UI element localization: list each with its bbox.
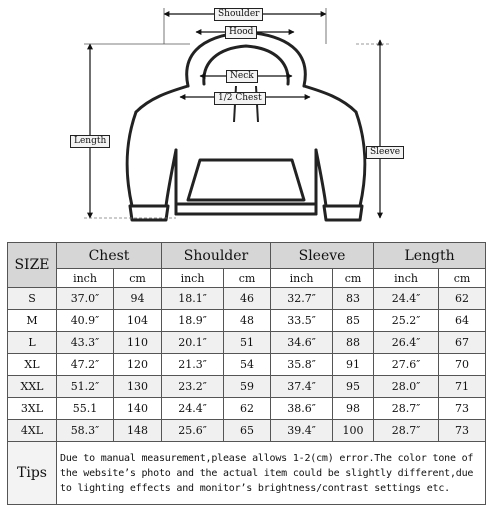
measurement-cell: 25.6″ — [162, 420, 224, 442]
measurement-cell: 51 — [224, 332, 271, 354]
shoulder-header: Shoulder — [162, 243, 271, 269]
size-cell: S — [8, 288, 57, 310]
measurement-cell: 46 — [224, 288, 271, 310]
measurement-cell: 120 — [114, 354, 162, 376]
measurement-cell: 28.0″ — [374, 376, 439, 398]
measurement-cell: 100 — [333, 420, 374, 442]
table-row — [8, 310, 486, 332]
measurement-cell: 83 — [333, 288, 374, 310]
measurement-cell: 18.9″ — [162, 310, 224, 332]
measurement-cell: 25.2″ — [374, 310, 439, 332]
measurement-cell: 140 — [114, 398, 162, 420]
hood-label: Hood — [225, 26, 257, 39]
measurement-cell: 27.6″ — [374, 354, 439, 376]
measurement-cell: 95 — [333, 376, 374, 398]
tips-text: Due to manual measurement,please allows 1-2(cm) error.The color tone of the website’s photo and the actual item could be slightly different,due to lighting effects and monitor’s brightness/contrast settings etc. — [57, 442, 486, 505]
measurement-cell: 130 — [114, 376, 162, 398]
unit-header: inch — [271, 269, 333, 288]
unit-header: inch — [374, 269, 439, 288]
measurement-cell: 26.4″ — [374, 332, 439, 354]
measurement-cell: 47.2″ — [57, 354, 114, 376]
shoulder-label: Shoulder — [214, 8, 263, 21]
measurement-cell: 20.1″ — [162, 332, 224, 354]
length-label: Length — [70, 135, 110, 148]
measurement-cell: 39.4″ — [271, 420, 333, 442]
measurement-cell: 85 — [333, 310, 374, 332]
tips-label: Tips — [8, 442, 57, 505]
measurement-cell: 35.8″ — [271, 354, 333, 376]
measurement-cell: 58.3″ — [57, 420, 114, 442]
measurement-cell: 71 — [439, 376, 486, 398]
table-row — [8, 354, 486, 376]
measurement-cell: 148 — [114, 420, 162, 442]
length-header: Length — [374, 243, 486, 269]
tips-row — [8, 442, 486, 505]
measurement-cell: 98 — [333, 398, 374, 420]
measurement-cell: 43.3″ — [57, 332, 114, 354]
chest-header: Chest — [57, 243, 162, 269]
unit-header: cm — [439, 269, 486, 288]
table-row — [8, 332, 486, 354]
group-header-row — [8, 243, 486, 269]
measurement-cell: 110 — [114, 332, 162, 354]
measurement-cell: 59 — [224, 376, 271, 398]
size-column-header: SIZE — [8, 243, 57, 288]
measurement-cell: 54 — [224, 354, 271, 376]
neck-label: Neck — [226, 70, 258, 83]
measurement-cell: 55.1 — [57, 398, 114, 420]
unit-header: inch — [162, 269, 224, 288]
measurement-cell: 73 — [439, 398, 486, 420]
measurement-cell: 94 — [114, 288, 162, 310]
measurement-cell: 64 — [439, 310, 486, 332]
table-row — [8, 420, 486, 442]
size-cell: 4XL — [8, 420, 57, 442]
size-cell: L — [8, 332, 57, 354]
measurement-cell: 34.6″ — [271, 332, 333, 354]
half-chest-label: 1/2 Chest — [214, 92, 266, 105]
measurement-cell: 62 — [439, 288, 486, 310]
measurement-cell: 91 — [333, 354, 374, 376]
measurement-cell: 28.7″ — [374, 398, 439, 420]
measurement-cell: 21.3″ — [162, 354, 224, 376]
measurement-cell: 73 — [439, 420, 486, 442]
measurement-cell: 51.2″ — [57, 376, 114, 398]
table-row — [8, 398, 486, 420]
measurement-cell: 24.4″ — [374, 288, 439, 310]
size-cell: XXL — [8, 376, 57, 398]
unit-header-row — [8, 269, 486, 288]
measurement-cell: 48 — [224, 310, 271, 332]
measurement-cell: 37.0″ — [57, 288, 114, 310]
unit-header: cm — [333, 269, 374, 288]
size-cell: 3XL — [8, 398, 57, 420]
measurement-cell: 62 — [224, 398, 271, 420]
measurement-cell: 33.5″ — [271, 310, 333, 332]
measurement-cell: 38.6″ — [271, 398, 333, 420]
table-row — [8, 288, 486, 310]
hoodie-measurement-diagram — [0, 0, 492, 232]
measurement-cell: 65 — [224, 420, 271, 442]
measurement-cell: 24.4″ — [162, 398, 224, 420]
measurement-cell: 37.4″ — [271, 376, 333, 398]
measurement-cell: 40.9″ — [57, 310, 114, 332]
measurement-cell: 67 — [439, 332, 486, 354]
table-row — [8, 376, 486, 398]
measurement-cell: 32.7″ — [271, 288, 333, 310]
sleeve-label: Sleeve — [366, 146, 404, 159]
size-cell: M — [8, 310, 57, 332]
sleeve-header: Sleeve — [271, 243, 374, 269]
measurement-cell: 104 — [114, 310, 162, 332]
measurement-cell: 70 — [439, 354, 486, 376]
measurement-cell: 28.7″ — [374, 420, 439, 442]
unit-header: cm — [224, 269, 271, 288]
unit-header: cm — [114, 269, 162, 288]
measurement-cell: 88 — [333, 332, 374, 354]
unit-header: inch — [57, 269, 114, 288]
size-chart-table — [7, 242, 486, 505]
measurement-cell: 18.1″ — [162, 288, 224, 310]
size-cell: XL — [8, 354, 57, 376]
measurement-cell: 23.2″ — [162, 376, 224, 398]
